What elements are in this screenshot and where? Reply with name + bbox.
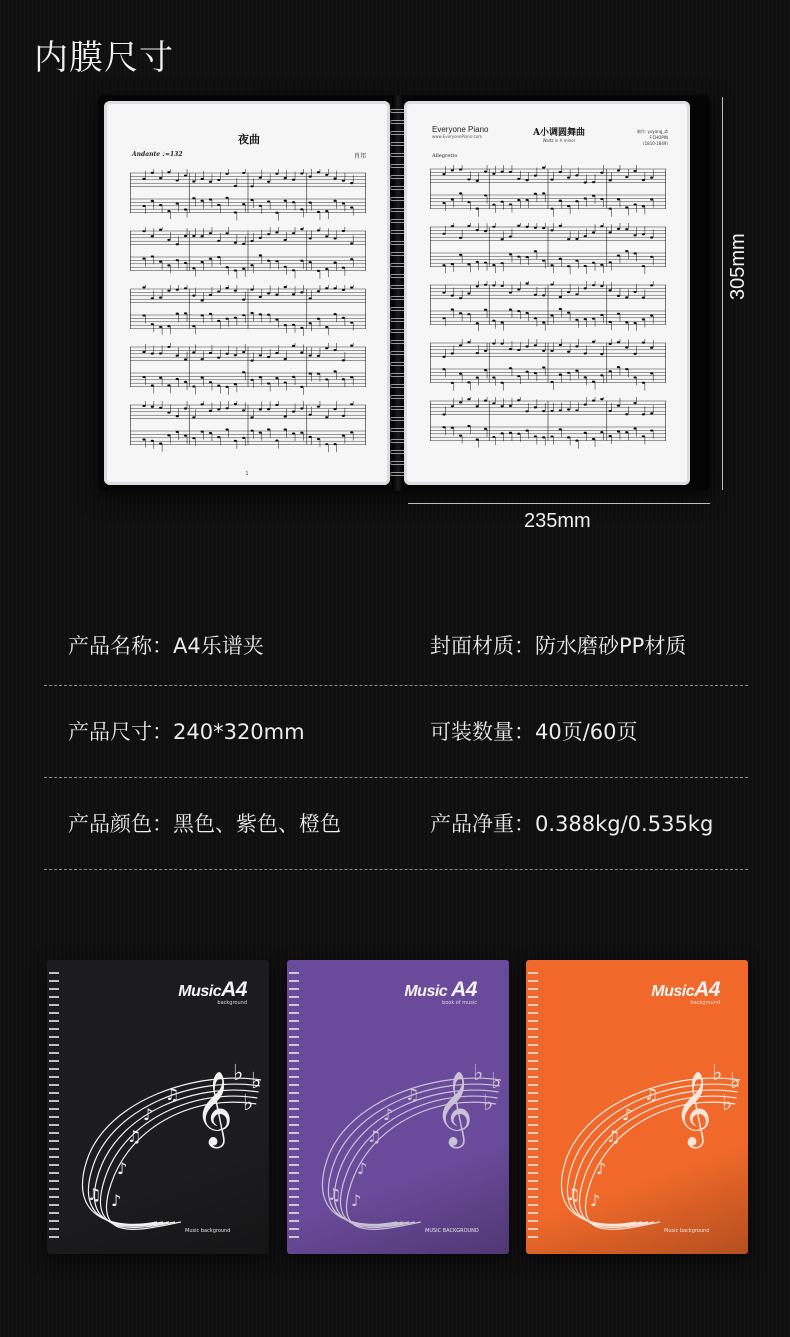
logo-word: Music	[651, 983, 695, 1000]
logo-word: Music	[178, 983, 222, 1000]
music-system	[430, 281, 668, 333]
left-score-title: 夜曲	[238, 133, 260, 146]
spec-product-size: 产品尺寸：240*320mm	[68, 720, 305, 744]
logo-size: A4	[694, 978, 720, 1001]
music-note-icon: ♫	[367, 1127, 382, 1146]
music-system	[430, 339, 668, 391]
right-score-tempo: Allegretto	[432, 153, 458, 159]
spec-cover-material: 封面材质：防水磨砂PP材质	[430, 634, 687, 658]
music-system	[130, 401, 368, 453]
left-page-number: 1	[245, 471, 249, 477]
flat-sign-icon: ♭	[722, 1091, 733, 1116]
width-dimension-line	[408, 503, 710, 504]
flat-sign-icon: ♭	[483, 1091, 494, 1116]
spec-weight: 产品净重：0.388kg/0.535kg	[430, 812, 714, 836]
music-note-icon: ♪	[111, 1191, 122, 1210]
music-system	[130, 169, 368, 221]
music-note-icon: ♪	[622, 1105, 633, 1124]
treble-clef-icon: 𝄞	[674, 1072, 712, 1146]
music-note-icon: ♫	[87, 1185, 102, 1204]
cover-logo	[404, 978, 477, 1006]
music-note-icon: ♪	[596, 1159, 607, 1178]
logo-subtitle: book of music	[442, 1000, 477, 1006]
music-note-icon: ♫	[606, 1127, 621, 1146]
spiral-coil	[528, 972, 538, 1242]
flat-sign-icon: ♭	[233, 1061, 244, 1086]
music-note-icon: ♪	[351, 1191, 362, 1210]
logo-subtitle: background	[690, 1000, 720, 1006]
right-score-years: (1810-1849)	[643, 141, 668, 146]
open-binder	[98, 95, 710, 491]
spec-row	[44, 686, 748, 778]
logo-size: A4	[221, 978, 247, 1001]
score-brand-url: www.EveryonePiano.com	[432, 134, 483, 139]
flat-sign-icon: ♭	[730, 1069, 741, 1094]
music-note-icon: ♫	[165, 1085, 180, 1104]
music-note-icon: ♪	[590, 1191, 601, 1210]
height-dimension-line	[722, 97, 723, 490]
logo-word: Music	[404, 983, 448, 1000]
music-note-icon: ♫	[327, 1185, 342, 1204]
spec-colors: 产品颜色：黑色、紫色、橙色	[68, 812, 341, 836]
music-system	[130, 343, 368, 395]
logo-subtitle: background	[217, 1000, 247, 1006]
cover-footer: MUSIC BACKGROUND	[425, 1228, 479, 1234]
left-score-tempo: Andante ♩=132	[132, 151, 183, 158]
music-system	[430, 223, 668, 275]
right-sheet	[404, 101, 690, 485]
left-score-composer: 肖邦	[353, 153, 366, 160]
cover-footer: Music background	[664, 1228, 710, 1234]
flat-sign-icon: ♭	[243, 1091, 254, 1116]
cover-orange	[526, 960, 748, 1254]
page-title: 内膜尺寸	[34, 38, 174, 78]
music-system	[130, 227, 368, 279]
spec-capacity: 可装数量：40页/60页	[430, 720, 638, 744]
flat-sign-icon: ♭	[712, 1061, 723, 1086]
flat-sign-icon: ♭	[251, 1069, 262, 1094]
cover-footer: Music background	[185, 1228, 231, 1234]
music-note-icon: ♪	[117, 1159, 128, 1178]
height-dimension-label: 305mm	[727, 233, 749, 300]
music-system	[430, 397, 668, 449]
music-note-icon: ♪	[143, 1105, 154, 1124]
right-score-title: A小调圆舞曲	[533, 128, 585, 138]
right-score-subtitle: Waltz in A minor	[542, 138, 576, 143]
flat-sign-icon: ♭	[491, 1069, 502, 1094]
spec-product-name: 产品名称：A4乐谱夹	[68, 634, 264, 658]
cover-logo	[178, 978, 247, 1006]
right-score-arranger: 制作: yuyang_zt	[636, 129, 668, 134]
music-note-icon: ♪	[357, 1159, 368, 1178]
music-note-icon: ♫	[127, 1127, 142, 1146]
right-score-staves	[430, 165, 668, 449]
music-system	[130, 285, 368, 337]
left-sheet	[104, 101, 390, 485]
cover-logo	[651, 978, 720, 1006]
width-dimension-label: 235mm	[524, 510, 591, 532]
spec-row	[44, 600, 748, 686]
specs-table	[44, 600, 748, 870]
logo-size: A4	[451, 978, 477, 1001]
music-note-icon: ♫	[644, 1085, 659, 1104]
cover-purple	[287, 960, 509, 1254]
cover-black	[47, 960, 269, 1254]
flat-sign-icon: ♭	[473, 1061, 484, 1086]
music-system	[430, 165, 668, 217]
spec-row	[44, 778, 748, 870]
treble-clef-icon: 𝄞	[435, 1072, 473, 1146]
left-score-staves	[130, 169, 368, 453]
music-note-icon: ♪	[383, 1105, 394, 1124]
music-note-icon: ♫	[566, 1185, 581, 1204]
spiral-coil	[49, 972, 59, 1242]
music-note-icon: ♫	[405, 1085, 420, 1104]
spiral-coil	[289, 972, 299, 1242]
treble-clef-icon: 𝄞	[195, 1072, 233, 1146]
score-brand: Everyone Piano	[432, 125, 489, 134]
right-score-composer: F.CHOPIN	[649, 135, 668, 140]
